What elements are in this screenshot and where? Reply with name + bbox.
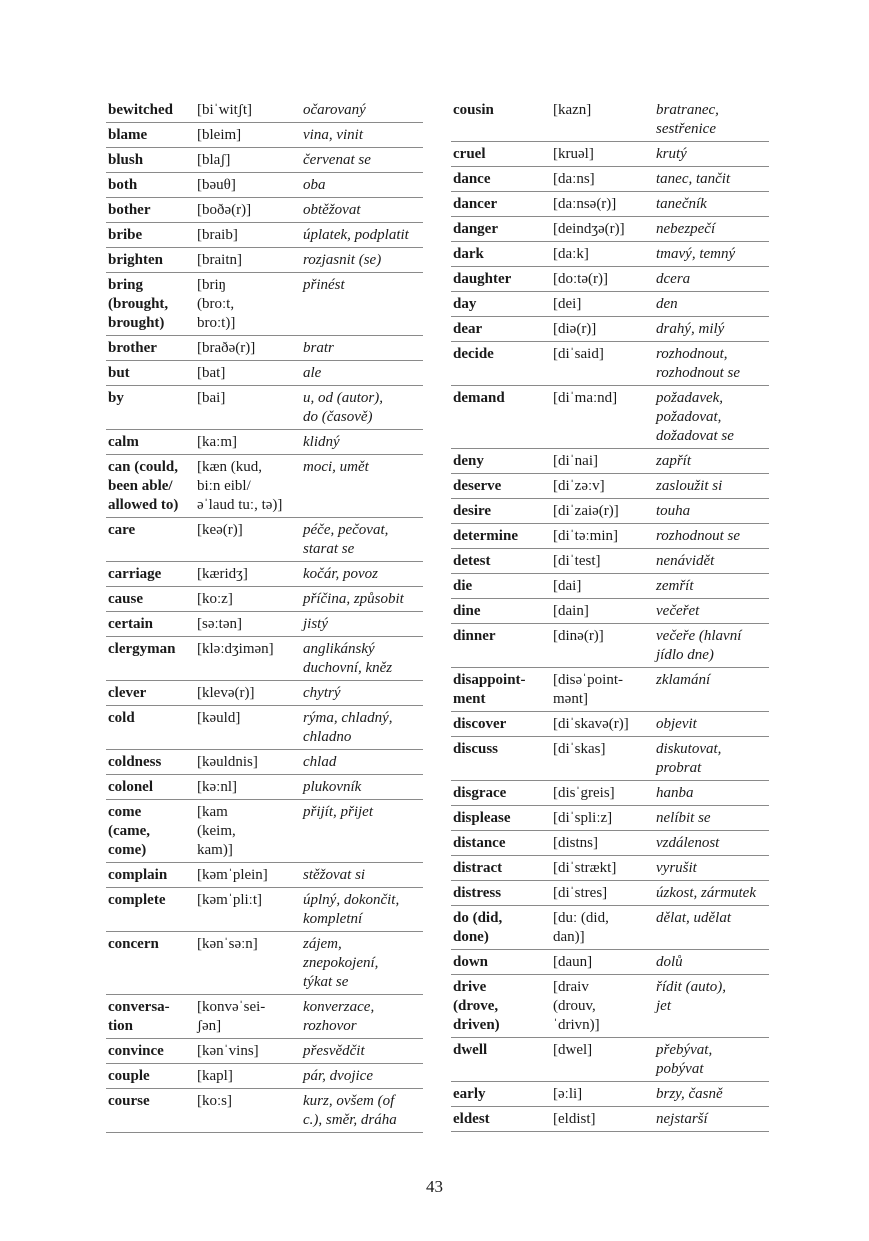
headword: but — [106, 361, 195, 386]
vocabulary-row — [106, 1089, 423, 1133]
headword: bribe — [106, 223, 195, 248]
headword: disgrace — [451, 781, 551, 806]
pronunciation: [disˈgreis] — [551, 781, 654, 806]
headword: convince — [106, 1039, 195, 1064]
headword: can (could, been able/ allowed to) — [106, 455, 195, 518]
headword: discover — [451, 712, 551, 737]
headword: by — [106, 386, 195, 430]
vocabulary-row — [106, 932, 423, 995]
vocabulary-row — [451, 668, 769, 712]
headword: desire — [451, 499, 551, 524]
pronunciation: [diˈzaiə(r)] — [551, 499, 654, 524]
pronunciation: [koːs] — [195, 1089, 301, 1133]
translation: chytrý — [301, 681, 423, 706]
right-vocabulary-column — [451, 98, 769, 1132]
headword: bring (brought, brought) — [106, 273, 195, 336]
vocabulary-row — [106, 1039, 423, 1064]
headword: determine — [451, 524, 551, 549]
vocabulary-row — [451, 1082, 769, 1107]
headword: carriage — [106, 562, 195, 587]
left-vocabulary-column — [106, 98, 423, 1133]
pronunciation: [diˈtest] — [551, 549, 654, 574]
headword: distance — [451, 831, 551, 856]
translation: tanečník — [654, 192, 769, 217]
translation: nelíbit se — [654, 806, 769, 831]
pronunciation: [duː (did, dan)] — [551, 906, 654, 950]
translation: touha — [654, 499, 769, 524]
pronunciation: [kapl] — [195, 1064, 301, 1089]
pronunciation: [səːtən] — [195, 612, 301, 637]
pronunciation: [dei] — [551, 292, 654, 317]
pronunciation: [kləːdʒimən] — [195, 637, 301, 681]
vocabulary-row — [106, 863, 423, 888]
translation: rýma, chladný, chladno — [301, 706, 423, 750]
translation: nenávidět — [654, 549, 769, 574]
headword: course — [106, 1089, 195, 1133]
vocabulary-row — [106, 455, 423, 518]
translation: den — [654, 292, 769, 317]
vocabulary-row — [106, 587, 423, 612]
pronunciation: [diˈstrækt] — [551, 856, 654, 881]
pronunciation: [koːz] — [195, 587, 301, 612]
pronunciation: [əːli] — [551, 1082, 654, 1107]
pronunciation: [eldist] — [551, 1107, 654, 1132]
headword: cold — [106, 706, 195, 750]
translation: večeře (hlavní jídlo dne) — [654, 624, 769, 668]
translation: dolů — [654, 950, 769, 975]
translation: ale — [301, 361, 423, 386]
headword: clergyman — [106, 637, 195, 681]
headword: down — [451, 950, 551, 975]
headword: do (did, done) — [451, 906, 551, 950]
pronunciation: [diˈnai] — [551, 449, 654, 474]
headword: distract — [451, 856, 551, 881]
headword: displease — [451, 806, 551, 831]
translation: očarovaný — [301, 98, 423, 123]
vocabulary-row — [451, 217, 769, 242]
pronunciation: [deindʒə(r)] — [551, 217, 654, 242]
vocabulary-row — [451, 624, 769, 668]
pronunciation: [doːtə(r)] — [551, 267, 654, 292]
headword: cause — [106, 587, 195, 612]
headword: deny — [451, 449, 551, 474]
headword: disappoint- ment — [451, 668, 551, 712]
translation: přebývat, pobývat — [654, 1038, 769, 1082]
headword: discuss — [451, 737, 551, 781]
page-number: 43 — [426, 1177, 443, 1196]
translation: úplný, dokončit, kompletní — [301, 888, 423, 932]
vocabulary-row — [451, 192, 769, 217]
pronunciation: [draiv (drouv, ˈdrivn)] — [551, 975, 654, 1038]
pronunciation: [diˈstres] — [551, 881, 654, 906]
pronunciation: [bəuθ] — [195, 173, 301, 198]
headword: dark — [451, 242, 551, 267]
vocabulary-row — [451, 342, 769, 386]
pronunciation: [kaːm] — [195, 430, 301, 455]
headword: daughter — [451, 267, 551, 292]
vocabulary-row — [451, 806, 769, 831]
translation: rozhodnout, rozhodnout se — [654, 342, 769, 386]
vocabulary-row — [106, 173, 423, 198]
translation: přesvědčit — [301, 1039, 423, 1064]
headword: distress — [451, 881, 551, 906]
pronunciation: [daun] — [551, 950, 654, 975]
vocabulary-row — [451, 781, 769, 806]
translation: zapřít — [654, 449, 769, 474]
translation: úzkost, zármutek — [654, 881, 769, 906]
translation: požadavek, požadovat, dožadovat se — [654, 386, 769, 449]
vocabulary-row — [106, 198, 423, 223]
headword: day — [451, 292, 551, 317]
pronunciation: [keə(r)] — [195, 518, 301, 562]
pronunciation: [dai] — [551, 574, 654, 599]
translation: příčina, způsobit — [301, 587, 423, 612]
translation: stěžovat si — [301, 863, 423, 888]
pronunciation: [biˈwitʃt] — [195, 98, 301, 123]
translation: zasloužit si — [654, 474, 769, 499]
headword: deserve — [451, 474, 551, 499]
translation: konverzace, rozhovor — [301, 995, 423, 1039]
headword: certain — [106, 612, 195, 637]
pronunciation: [diˈskas] — [551, 737, 654, 781]
vocabulary-row — [451, 856, 769, 881]
pronunciation: [braitn] — [195, 248, 301, 273]
vocabulary-row — [106, 248, 423, 273]
vocabulary-row — [106, 706, 423, 750]
vocabulary-row — [451, 906, 769, 950]
pronunciation: [diˈsaid] — [551, 342, 654, 386]
headword: calm — [106, 430, 195, 455]
pronunciation: [disəˈpoint- mənt] — [551, 668, 654, 712]
vocabulary-row — [451, 712, 769, 737]
headword: care — [106, 518, 195, 562]
headword: early — [451, 1082, 551, 1107]
vocabulary-row — [106, 518, 423, 562]
vocabulary-row — [106, 888, 423, 932]
headword: drive (drove, driven) — [451, 975, 551, 1038]
pronunciation: [boðə(r)] — [195, 198, 301, 223]
headword: eldest — [451, 1107, 551, 1132]
translation: bratr — [301, 336, 423, 361]
pronunciation: [distns] — [551, 831, 654, 856]
pronunciation: [daːnsə(r)] — [551, 192, 654, 217]
translation: zemřít — [654, 574, 769, 599]
vocabulary-row — [451, 831, 769, 856]
headword: colonel — [106, 775, 195, 800]
vocabulary-row — [106, 562, 423, 587]
translation: vzdálenost — [654, 831, 769, 856]
translation: přinést — [301, 273, 423, 336]
vocabulary-row — [106, 98, 423, 123]
pronunciation: [kruəl] — [551, 142, 654, 167]
pronunciation: [bat] — [195, 361, 301, 386]
translation: objevit — [654, 712, 769, 737]
headword: complete — [106, 888, 195, 932]
vocabulary-row — [451, 549, 769, 574]
translation: obtěžovat — [301, 198, 423, 223]
pronunciation: [kənˈsəːn] — [195, 932, 301, 995]
translation: anglikánský duchovní, kněz — [301, 637, 423, 681]
translation: dcera — [654, 267, 769, 292]
translation: chlad — [301, 750, 423, 775]
vocabulary-row — [106, 336, 423, 361]
translation: bratranec, sestřenice — [654, 98, 769, 142]
pronunciation: [bai] — [195, 386, 301, 430]
vocabulary-row — [451, 499, 769, 524]
translation: vina, vinit — [301, 123, 423, 148]
headword: couple — [106, 1064, 195, 1089]
pronunciation: [diˈzəːv] — [551, 474, 654, 499]
headword: die — [451, 574, 551, 599]
translation: rozhodnout se — [654, 524, 769, 549]
vocabulary-row — [451, 267, 769, 292]
headword: concern — [106, 932, 195, 995]
vocabulary-row — [106, 775, 423, 800]
headword: danger — [451, 217, 551, 242]
vocabulary-row — [106, 681, 423, 706]
vocabulary-row — [106, 430, 423, 455]
translation: u, od (autor), do (časově) — [301, 386, 423, 430]
vocabulary-row — [106, 995, 423, 1039]
translation: oba — [301, 173, 423, 198]
left-vocabulary-table — [106, 98, 423, 1133]
pronunciation: [kəmˈplein] — [195, 863, 301, 888]
vocabulary-row — [451, 142, 769, 167]
translation: moci, umět — [301, 455, 423, 518]
translation: dělat, udělat — [654, 906, 769, 950]
headword: conversa- tion — [106, 995, 195, 1039]
translation: brzy, časně — [654, 1082, 769, 1107]
pronunciation: [kəmˈpliːt] — [195, 888, 301, 932]
translation: vyrušit — [654, 856, 769, 881]
vocabulary-row — [451, 1038, 769, 1082]
vocabulary-row — [451, 599, 769, 624]
translation: kočár, povoz — [301, 562, 423, 587]
headword: coldness — [106, 750, 195, 775]
translation: přijít, přijet — [301, 800, 423, 863]
headword: blame — [106, 123, 195, 148]
headword: demand — [451, 386, 551, 449]
vocabulary-row — [451, 98, 769, 142]
vocabulary-row — [106, 637, 423, 681]
translation: řídit (auto), jet — [654, 975, 769, 1038]
pronunciation: [dinə(r)] — [551, 624, 654, 668]
pronunciation: [klevə(r)] — [195, 681, 301, 706]
headword: complain — [106, 863, 195, 888]
pronunciation: [diˈspliːz] — [551, 806, 654, 831]
translation: červenat se — [301, 148, 423, 173]
pronunciation: [diə(r)] — [551, 317, 654, 342]
translation: diskutovat, probrat — [654, 737, 769, 781]
pronunciation: [kæridʒ] — [195, 562, 301, 587]
translation: zklamání — [654, 668, 769, 712]
translation: kurz, ovšem (of c.), směr, dráha — [301, 1089, 423, 1133]
headword: dine — [451, 599, 551, 624]
headword: come (came, come) — [106, 800, 195, 863]
headword: decide — [451, 342, 551, 386]
vocabulary-row — [451, 881, 769, 906]
vocabulary-row — [106, 223, 423, 248]
pronunciation: [kam (keim, kam)] — [195, 800, 301, 863]
vocabulary-row — [451, 524, 769, 549]
pronunciation: [braðə(r)] — [195, 336, 301, 361]
vocabulary-row — [106, 1064, 423, 1089]
translation: klidný — [301, 430, 423, 455]
pronunciation: [dwel] — [551, 1038, 654, 1082]
headword: cruel — [451, 142, 551, 167]
headword: brother — [106, 336, 195, 361]
vocabulary-row — [451, 574, 769, 599]
translation: večeřet — [654, 599, 769, 624]
translation: jistý — [301, 612, 423, 637]
headword: clever — [106, 681, 195, 706]
vocabulary-row — [106, 612, 423, 637]
translation: nebezpečí — [654, 217, 769, 242]
headword: dear — [451, 317, 551, 342]
vocabulary-row — [451, 167, 769, 192]
vocabulary-row — [451, 737, 769, 781]
pronunciation: [briŋ (broːt, broːt)] — [195, 273, 301, 336]
translation: plukovník — [301, 775, 423, 800]
vocabulary-row — [451, 975, 769, 1038]
vocabulary-row — [451, 292, 769, 317]
pronunciation: [kəuldnis] — [195, 750, 301, 775]
translation: zájem, znepokojení, týkat se — [301, 932, 423, 995]
translation: drahý, milý — [654, 317, 769, 342]
pronunciation: [diˈskavə(r)] — [551, 712, 654, 737]
headword: dwell — [451, 1038, 551, 1082]
translation: krutý — [654, 142, 769, 167]
translation: péče, pečovat, starat se — [301, 518, 423, 562]
vocabulary-row — [451, 386, 769, 449]
vocabulary-row — [106, 123, 423, 148]
pronunciation: [dain] — [551, 599, 654, 624]
headword: bother — [106, 198, 195, 223]
right-vocabulary-table — [451, 98, 769, 1132]
headword: cousin — [451, 98, 551, 142]
pronunciation: [konvəˈsei- ʃən] — [195, 995, 301, 1039]
translation: pár, dvojice — [301, 1064, 423, 1089]
vocabulary-row — [106, 386, 423, 430]
translation: tmavý, temný — [654, 242, 769, 267]
translation: úplatek, podplatit — [301, 223, 423, 248]
pronunciation: [diˈmaːnd] — [551, 386, 654, 449]
headword: dinner — [451, 624, 551, 668]
pronunciation: [kəuld] — [195, 706, 301, 750]
headword: dancer — [451, 192, 551, 217]
vocabulary-row — [106, 800, 423, 863]
pronunciation: [bleim] — [195, 123, 301, 148]
vocabulary-row — [451, 317, 769, 342]
pronunciation: [blaʃ] — [195, 148, 301, 173]
pronunciation: [kazn] — [551, 98, 654, 142]
pronunciation: [braib] — [195, 223, 301, 248]
pronunciation: [daːns] — [551, 167, 654, 192]
headword: dance — [451, 167, 551, 192]
translation: nejstarší — [654, 1107, 769, 1132]
translation: tanec, tančit — [654, 167, 769, 192]
pronunciation: [kənˈvins] — [195, 1039, 301, 1064]
vocabulary-row — [106, 148, 423, 173]
headword: detest — [451, 549, 551, 574]
headword: bewitched — [106, 98, 195, 123]
pronunciation: [kæn (kud, biːn eibl/ əˈlaud tuː, tə)] — [195, 455, 301, 518]
vocabulary-row — [451, 449, 769, 474]
vocabulary-row — [451, 950, 769, 975]
headword: both — [106, 173, 195, 198]
vocabulary-row — [451, 474, 769, 499]
vocabulary-row — [106, 361, 423, 386]
pronunciation: [kəːnl] — [195, 775, 301, 800]
pronunciation: [diˈtəːmin] — [551, 524, 654, 549]
headword: blush — [106, 148, 195, 173]
pronunciation: [daːk] — [551, 242, 654, 267]
vocabulary-row — [451, 242, 769, 267]
translation: rozjasnit (se) — [301, 248, 423, 273]
vocabulary-row — [451, 1107, 769, 1132]
vocabulary-row — [106, 750, 423, 775]
vocabulary-row — [106, 273, 423, 336]
headword: brighten — [106, 248, 195, 273]
translation: hanba — [654, 781, 769, 806]
